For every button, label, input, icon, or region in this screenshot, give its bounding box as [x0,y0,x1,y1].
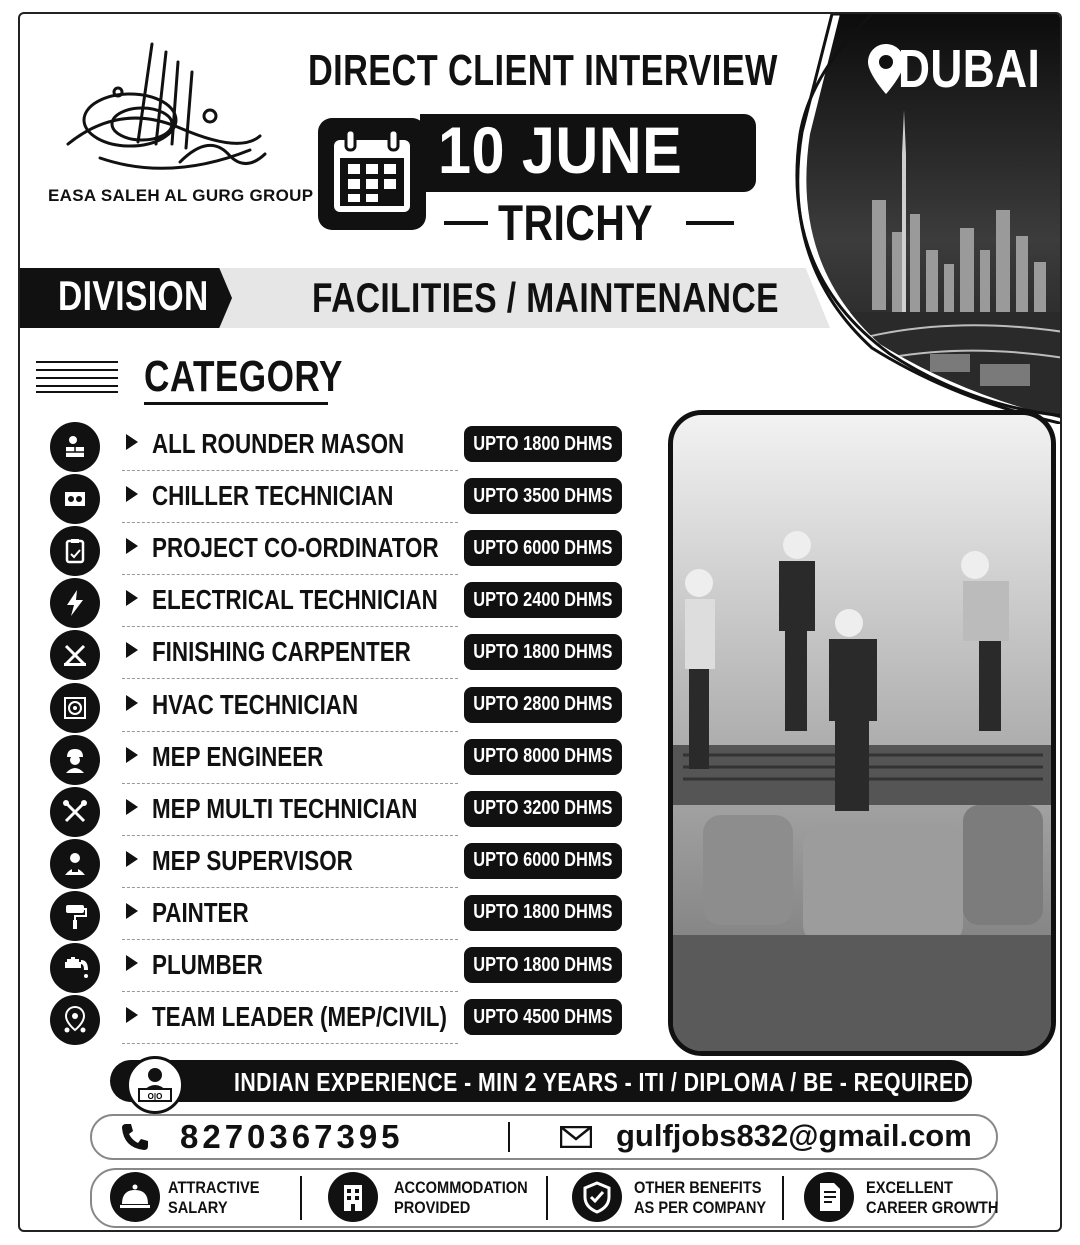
salary-badge [464,634,622,670]
workers-photo [668,410,1056,1056]
interview-title: DIRECT CLIENT INTERVIEW [308,46,778,95]
salary-text: UPTO 1800 DHMS [473,640,613,663]
job-title: FINISHING CARPENTER [152,636,411,668]
salary-text: UPTO 3200 DHMS [473,797,613,820]
benefit-salary [168,1178,260,1218]
job-title: ALL ROUNDER MASON [152,428,405,459]
row-divider [122,835,458,836]
engineer-icon [50,735,100,785]
team-leader-icon [50,995,100,1045]
shield-check-icon [572,1172,622,1222]
row-divider [122,939,458,940]
salary-text: UPTO 2400 DHMS [473,588,613,611]
job-title: MEP MULTI TECHNICIAN [152,792,418,824]
benefit-line2: PROVIDED [394,1198,471,1217]
benefit-other [634,1178,766,1218]
tools-icon [50,787,100,837]
category-row [50,735,630,787]
salary-text: UPTO 6000 DHMS [473,536,613,559]
job-title: CHILLER TECHNICIAN [152,480,394,512]
faucet-icon [50,943,100,993]
contact-divider [508,1122,510,1152]
interview-icon [126,1056,184,1114]
row-divider [122,470,458,471]
job-title: PAINTER [152,896,249,928]
bullet-arrow-icon [126,1007,138,1023]
bullet-arrow-icon [126,538,138,554]
email-address[interactable]: gulfjobs832@gmail.com [616,1118,972,1153]
job-title: PLUMBER [152,949,263,980]
category-row [50,683,630,735]
category-underline [144,402,328,405]
phone-icon [120,1122,150,1152]
category-row [50,474,630,526]
row-divider [122,1043,458,1044]
paint-roller-icon [50,891,100,941]
benefit-line1: ACCOMMODATION [394,1178,528,1197]
salary-text: UPTO 6000 DHMS [473,849,613,872]
category-row [50,891,630,943]
menu-lines-icon [36,358,118,394]
requirement-text: INDIAN EXPERIENCE - MIN 2 YEARS - ITI / DIPLOMA / BE - REQUIRED [234,1067,970,1097]
category-row [50,995,630,1047]
row-divider [122,574,458,575]
row-divider [122,731,458,732]
category-row [50,630,630,682]
category-row [50,787,630,839]
benefit-career [866,1178,998,1218]
clipboard-icon [50,526,100,576]
salary-text: UPTO 1800 DHMS [473,432,613,455]
salary-badge [464,530,622,566]
job-title: TEAM LEADER (MEP/CIVIL) [152,1001,447,1033]
salary-badge [464,947,622,983]
chiller-icon [50,474,100,524]
division-value: FACILITIES / MAINTENANCE [312,274,779,321]
job-location: DUBAI [898,39,1041,99]
row-divider [122,783,458,784]
bullet-arrow-icon [126,799,138,815]
benefit-line1: EXCELLENT [866,1178,953,1197]
benefit-line1: OTHER BENEFITS [634,1178,762,1197]
hvac-fan-icon [50,683,100,733]
benefit-divider [546,1176,548,1220]
mail-icon [560,1126,592,1148]
job-poster [18,12,1062,1232]
benefit-line2: SALARY [168,1198,228,1217]
salary-badge [464,582,622,618]
salary-text: UPTO 1800 DHMS [473,901,613,924]
job-title: ELECTRICAL TECHNICIAN [152,584,438,616]
job-title: MEP SUPERVISOR [152,844,353,876]
bullet-arrow-icon [126,434,138,450]
salary-badge [464,999,622,1035]
bullet-arrow-icon [126,486,138,502]
salary-badge [464,426,622,462]
mason-icon [50,422,100,472]
category-row [50,943,630,995]
salary-text: UPTO 3500 DHMS [473,484,613,507]
row-divider [122,678,458,679]
calendar-icon [318,118,426,230]
category-row [50,526,630,578]
salary-badge [464,895,622,931]
lightning-icon [50,578,100,628]
salary-badge [464,739,622,775]
category-title: CATEGORY [144,352,343,401]
salary-text: UPTO 4500 DHMS [473,1005,613,1028]
salary-badge [464,843,622,879]
salary-badge [464,687,622,723]
venue-dash-left [444,221,488,225]
bullet-arrow-icon [126,747,138,763]
benefit-accommodation [394,1178,528,1218]
division-label: DIVISION [58,272,209,319]
row-divider [122,522,458,523]
bullet-arrow-icon [126,851,138,867]
interview-date: 10 JUNE [438,113,683,187]
document-icon [804,1172,854,1222]
benefit-divider [300,1176,302,1220]
bullet-arrow-icon [126,955,138,971]
interview-venue: TRICHY [498,195,654,251]
benefit-line2: AS PER COMPANY [634,1198,767,1217]
salary-text: UPTO 8000 DHMS [473,745,613,768]
category-row [50,578,630,630]
carpenter-tools-icon [50,630,100,680]
category-row [50,422,630,474]
benefit-divider [782,1176,784,1220]
salary-cloche-icon [110,1172,160,1222]
salary-text: UPTO 1800 DHMS [473,953,613,976]
category-row [50,839,630,891]
row-divider [122,991,458,992]
bullet-arrow-icon [126,642,138,658]
supervisor-icon [50,839,100,889]
job-title: PROJECT CO-ORDINATOR [152,532,439,564]
job-title: MEP ENGINEER [152,740,324,772]
venue-dash-right [686,221,734,225]
row-divider [122,887,458,888]
svg-text:O|O: O|O [147,1092,163,1101]
building-icon [328,1172,378,1222]
job-title: HVAC TECHNICIAN [152,688,359,720]
company-name: EASA SALEH AL GURG GROUP [48,186,314,205]
benefit-line1: ATTRACTIVE [168,1178,260,1197]
benefit-line2: CAREER GROWTH [866,1198,999,1217]
salary-text: UPTO 2800 DHMS [473,693,613,715]
company-logo-calligraphy [60,32,280,182]
salary-badge [464,791,622,827]
phone-number[interactable]: 8270367395 [180,1118,404,1155]
bullet-arrow-icon [126,903,138,919]
bullet-arrow-icon [126,590,138,606]
salary-badge [464,478,622,514]
bullet-arrow-icon [126,695,138,711]
row-divider [122,626,458,627]
